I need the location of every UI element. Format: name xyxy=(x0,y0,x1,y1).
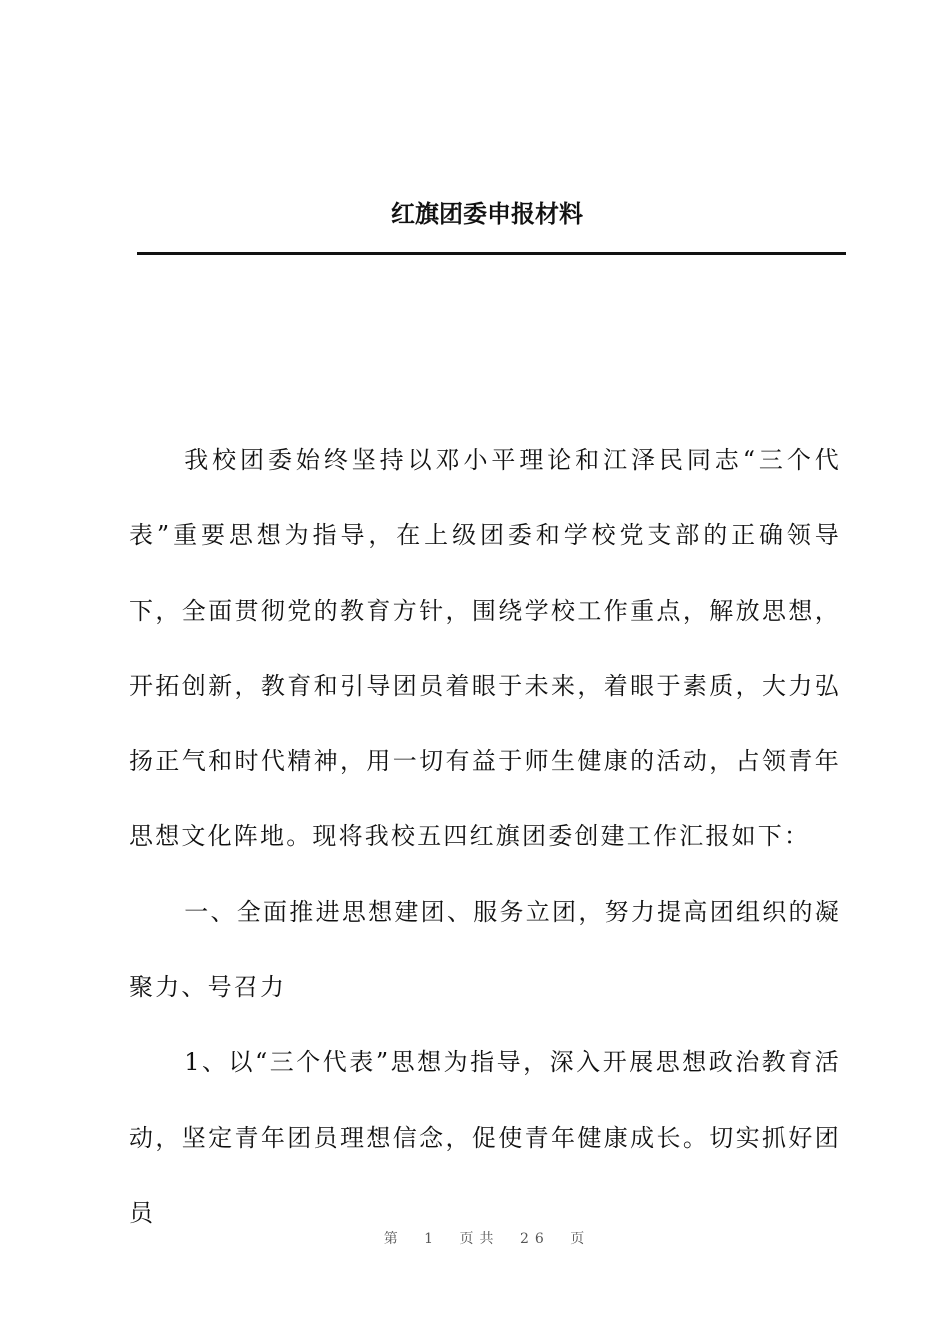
document-title: 红旗团委申报材料 xyxy=(391,200,583,228)
footer-suffix: 页 xyxy=(570,1231,591,1247)
document-body xyxy=(129,423,841,1251)
paragraph-item-1: 1、以“三个代表”思想为指导，深入开展思想政治教育活动，坚定青年团员理想信念，促使青年健康成长。切实抓好团员 xyxy=(129,1048,841,1227)
footer-page-number: 1 xyxy=(424,1231,440,1247)
title-underline xyxy=(137,252,846,255)
paragraph-intro: 我校团委始终坚持以邓小平理论和江泽民同志“三个代表”重要思想为指导，在上级团委和学校党支部的正确领导下，全面贯彻党的教育方针，围绕学校工作重点，解放思想，开拓创新，教育和引导团员着眼于未来，着眼于素质，大力弘扬正气和时代精神，用一切有益于师生健康的活动，占领青年思想文化阵地。现将我校五四红旗团委创建工作汇报如下： xyxy=(129,446,841,851)
page-footer xyxy=(0,1228,950,1248)
footer-middle: 页共 xyxy=(459,1231,500,1247)
footer-total-pages: 26 xyxy=(520,1231,550,1247)
footer-prefix: 第 xyxy=(383,1231,404,1247)
paragraph-section-heading: 一、全面推进思想建团、服务立团，努力提高团组织的凝聚力、号召力 xyxy=(129,897,841,1002)
